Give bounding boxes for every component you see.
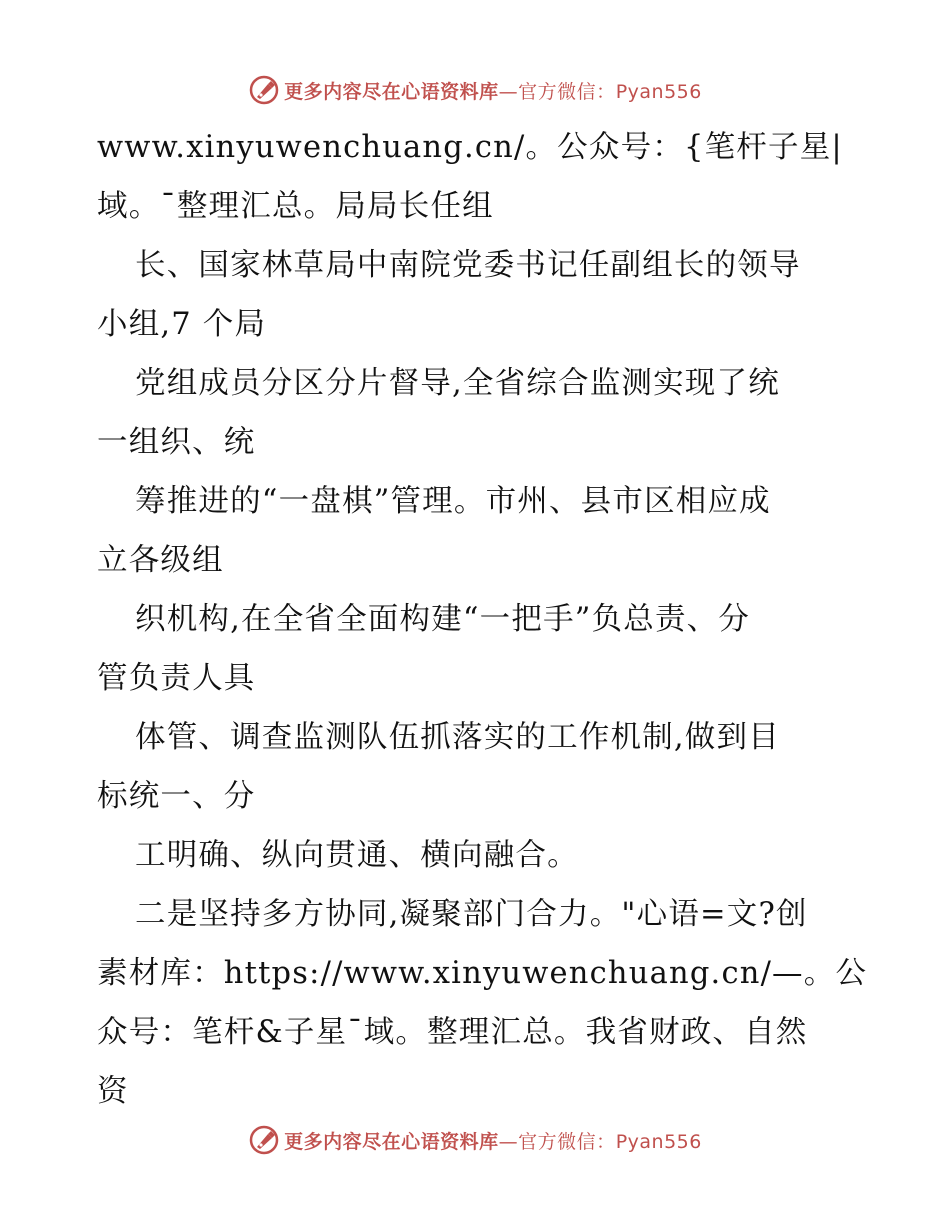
text-line: 素材库：https://www.xinyuwenchuang.cn/—。公 [97,956,868,991]
footer-banner-text [284,1127,702,1154]
text-line: 织机构,在全省全面构建“一把手”负总责、分 [135,602,751,637]
header-banner-official: —官方微信： [498,80,616,103]
header-banner-title: 更多内容尽在心语资料库 [284,80,499,103]
text-line: 资 [97,1074,129,1109]
header-banner-handle: Pyan556 [615,80,702,103]
text-line: 域。¯整理汇总。局局长任组 [97,189,494,224]
text-line: 二是坚持多方协同,凝聚部门合力。"心语=文?创 [135,897,808,932]
text-line: 管负责人具 [97,661,256,696]
footer-banner-official: —官方微信： [498,1130,616,1153]
text-line: 一组织、统 [97,425,256,460]
document-body [97,118,867,1121]
text-line: 工明确、纵向贯通、横向融合。 [135,838,579,873]
text-line: 小组,7 个局 [97,307,267,342]
text-line: 党组成员分区分片督导,全省综合监测实现了统 [135,366,780,401]
text-line: 长、国家林草局中南院党委书记任副组长的领导 [135,248,801,283]
text-line: 体管、调查监测队伍抓落实的工作机制,做到目 [135,720,780,755]
header-banner-text [284,77,702,104]
footer-banner [0,1120,950,1160]
pen-nib-logo-icon [248,1124,280,1156]
text-line: www.xinyuwenchuang.cn/。公众号：{笔杆子星| [97,130,843,165]
header-banner [0,70,950,110]
text-line: 标统一、分 [97,779,256,814]
footer-banner-handle: Pyan556 [615,1130,702,1153]
footer-banner-title: 更多内容尽在心语资料库 [284,1130,499,1153]
pen-nib-logo-icon [248,74,280,106]
text-line: 立各级组 [97,543,224,578]
text-line: 众号：笔杆&子星¯域。整理汇总。我省财政、自然 [97,1015,808,1050]
text-line: 筹推进的“一盘棋”管理。市州、县市区相应成 [135,484,771,519]
